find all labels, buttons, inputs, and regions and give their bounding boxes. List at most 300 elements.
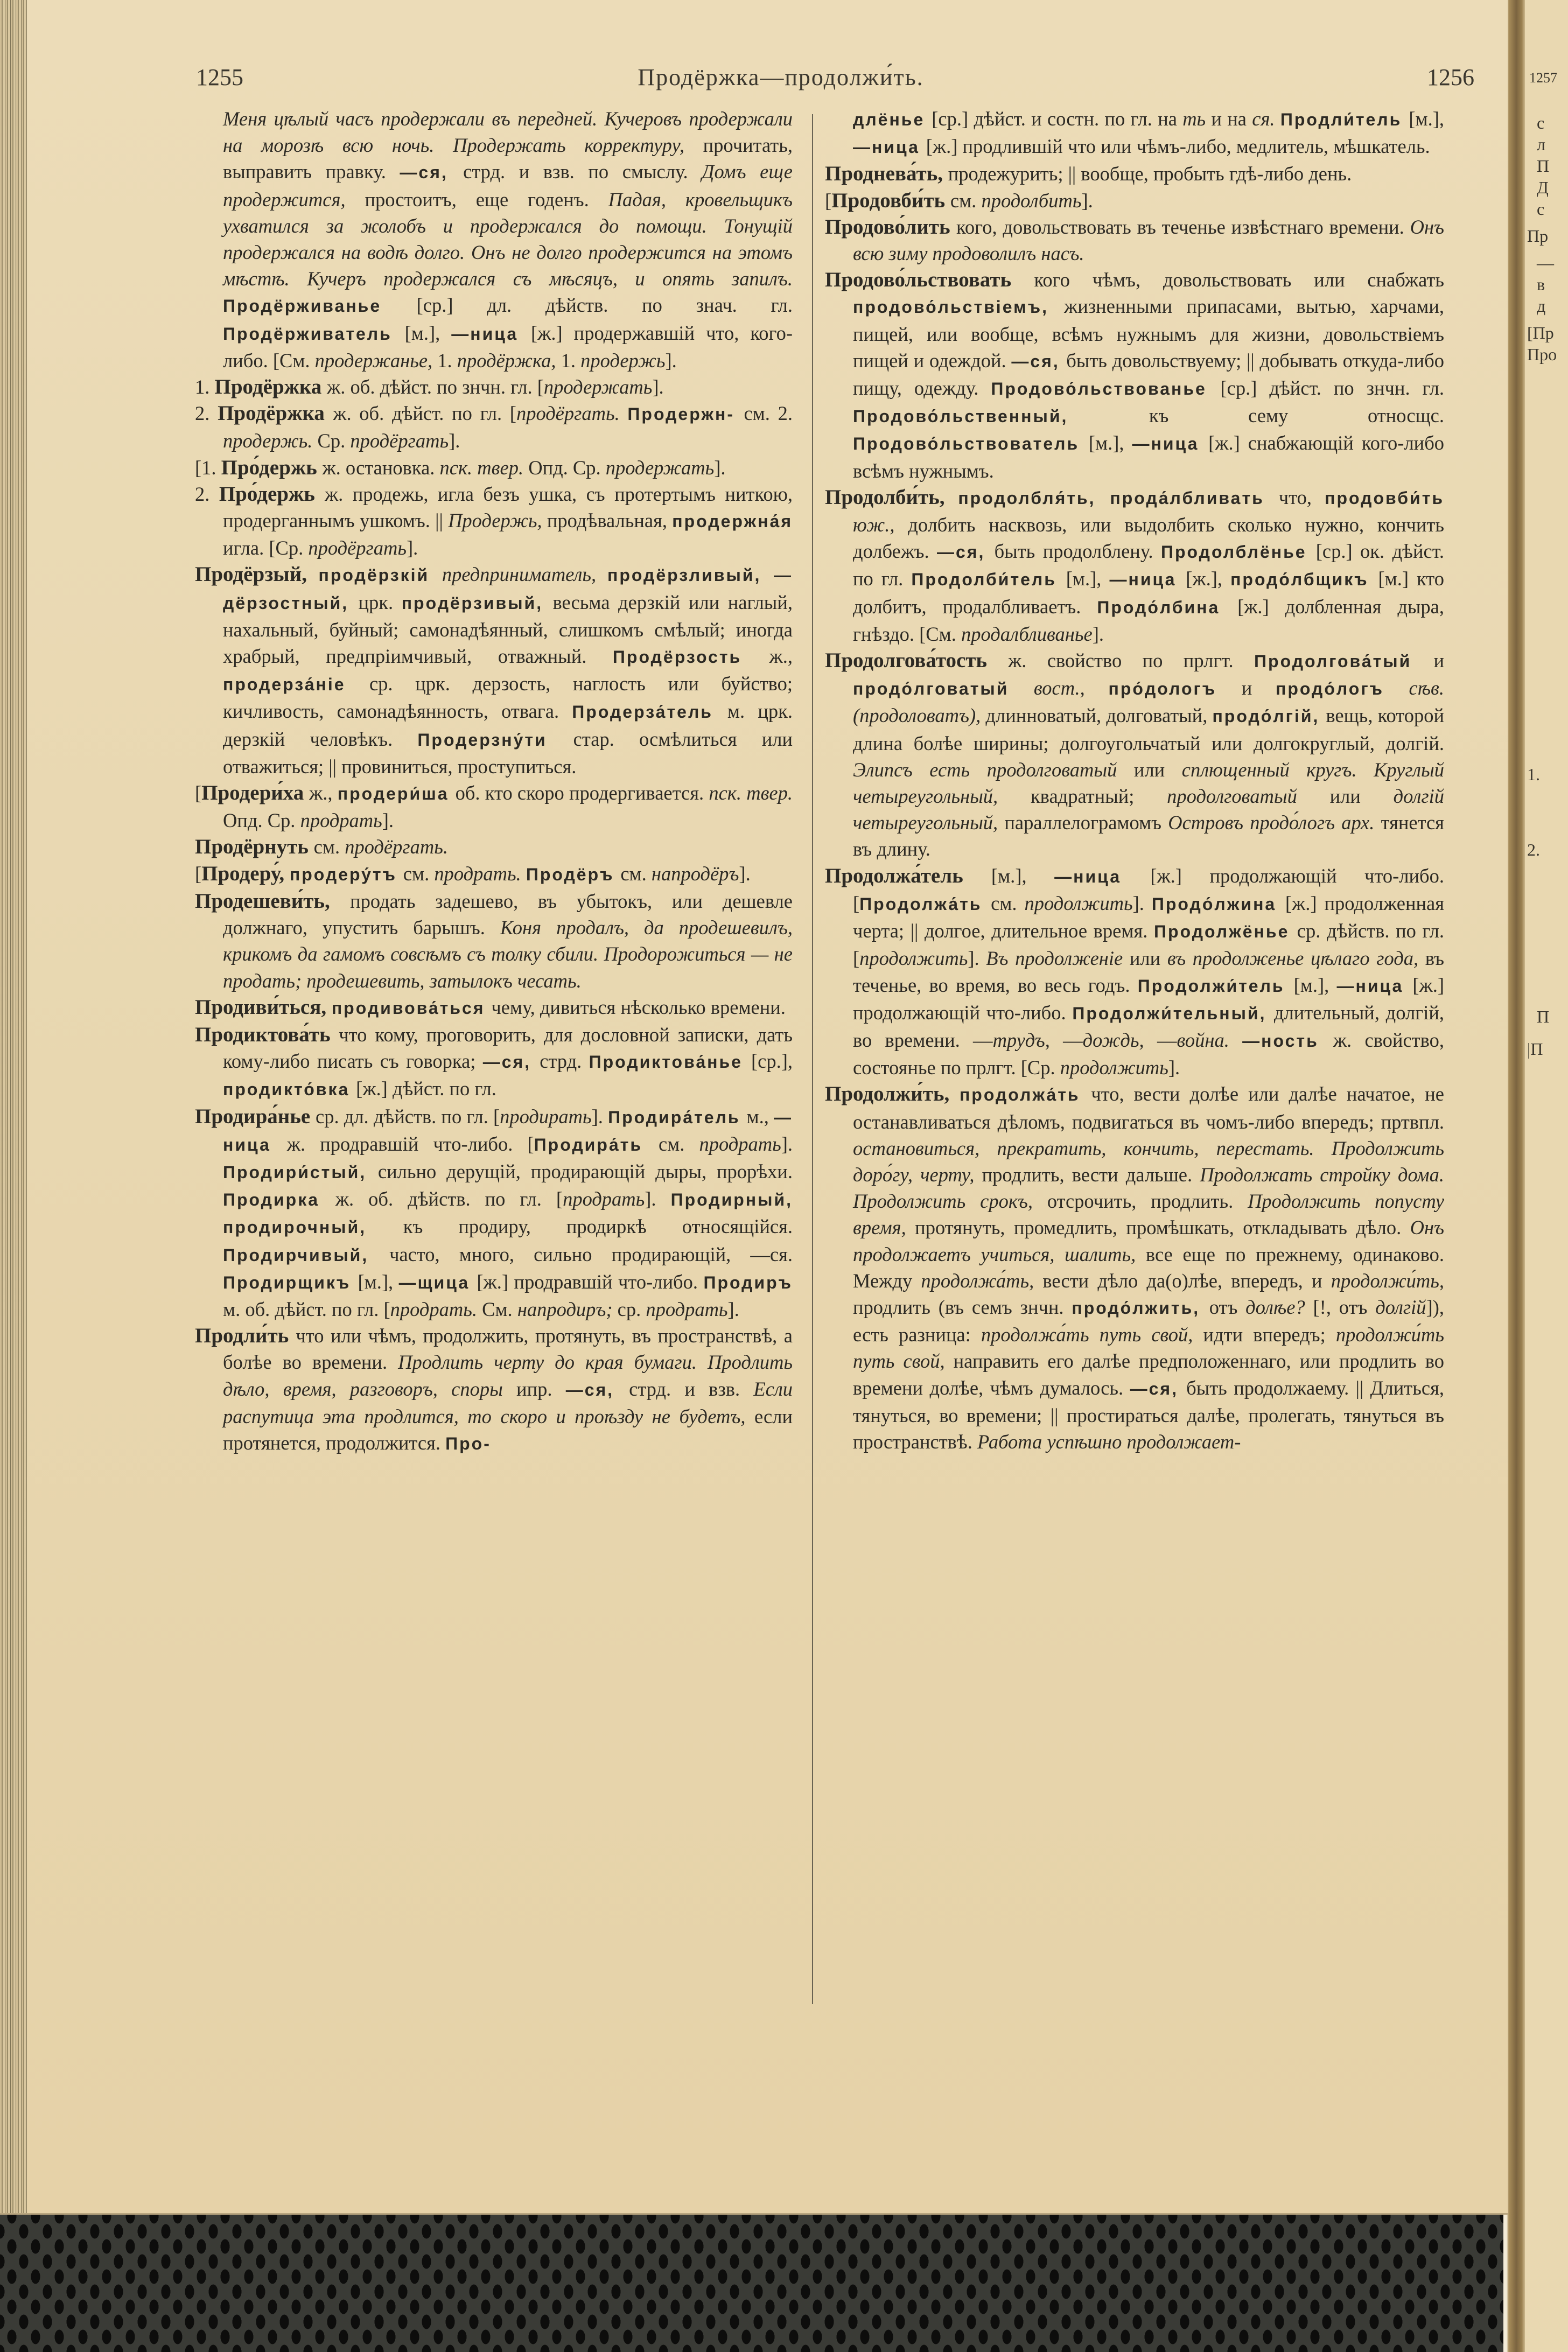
italic-text: сплющенный кругъ. Круглый четыреугольный, <box>853 758 1444 808</box>
definition-text: [ <box>825 189 832 212</box>
bold-form: —ся, <box>937 542 995 562</box>
bold-form: —ся, <box>482 1052 540 1072</box>
definition-text: ]. <box>727 1298 739 1320</box>
definition-text: квадратный; <box>1030 785 1167 808</box>
definition-text: кого чѣмъ, довольствовать или снабжать <box>1034 269 1444 291</box>
bold-form: Продирчивый, <box>223 1245 390 1265</box>
bold-form: продово́льствіемъ, <box>853 297 1064 317</box>
definition-text: къ продиру, продиркѣ относящійся. <box>403 1215 793 1238</box>
headword: Проднева́ть, <box>825 162 948 186</box>
definition-text: ]. <box>665 349 677 372</box>
definition-text: ]. <box>781 1132 793 1155</box>
bold-form: Продолблёнье <box>1161 542 1316 562</box>
bold-form: продёрзивый, <box>401 593 553 613</box>
definition-text: об. кто скоро продергивается. <box>455 782 709 804</box>
italic-text: продержь <box>580 349 666 372</box>
italic-text: юж., <box>853 514 908 536</box>
bold-form: Продолжи́тель <box>1137 976 1294 996</box>
definition-text: 2. <box>195 482 219 505</box>
bold-form: Продерзну́ти <box>417 730 573 750</box>
definition-text: ]. <box>449 430 460 452</box>
definition-text: и на <box>1211 108 1252 130</box>
bold-form: продо́лжить, <box>1072 1298 1209 1318</box>
definition-text: ]. <box>652 376 664 398</box>
headword: Продолби́ть, <box>825 485 958 509</box>
definition-text: [ж.] долбленная дыра, гнѣздо. [См. <box>853 595 1444 645</box>
definition-text: [м.], <box>991 864 1055 887</box>
definition-text: црк. <box>358 591 402 613</box>
italic-text: Продолжать стройку дома. Продолжить срокъ, <box>853 1163 1444 1213</box>
adjacent-page-fragment: 1. <box>1527 765 1540 784</box>
bold-form: —щица <box>398 1272 477 1292</box>
definition-text: что кому, проговорить, для дословной записки, дать кому-либо писать съ говорка; <box>223 1023 793 1073</box>
italic-text: Элипсъ есть продолговатый <box>853 758 1134 781</box>
definition-text: протянуть, промедлить, промѣшкать, откладывать дѣло. <box>915 1216 1410 1239</box>
definition-text: ж. продежь, игла безъ ушка, съ протертымъ ниткою, продерганнымъ ушкомъ. || <box>223 482 793 532</box>
italic-text: продрать <box>699 1132 781 1155</box>
definition-text: ]. <box>739 862 751 885</box>
italic-text: Падая, кровельщикъ ухватился за жолобъ и продержался до помощи. Тонущій продержался на водѣ долго. Онъ не долго продержится на этомъ мѣстѣ. Кучеръ продержался съ мѣсяцъ, и опять запилъ. <box>223 188 793 290</box>
dictionary-entry <box>825 267 1444 484</box>
definition-text: [ж.] продравшій что-либо. <box>477 1270 704 1293</box>
bold-form: —ница <box>1336 976 1413 996</box>
bold-form: продо́логъ <box>1276 679 1409 699</box>
bold-form: —ница <box>1109 570 1186 590</box>
definition-text: ]. <box>1081 189 1093 212</box>
definition-text: идти впередъ; <box>1203 1324 1336 1346</box>
dictionary-entry <box>825 214 1444 267</box>
definition-text: жизненными припасами, вытью, харчами, пищей, или вообще, всѣмъ нужнымъ для жизни, довольствіемъ пищей и одеждой. <box>853 295 1444 372</box>
definition-text: ]. <box>968 947 986 970</box>
italic-text: долгій четыреугольный, <box>853 785 1445 834</box>
italic-text: продолжить <box>1060 1056 1168 1079</box>
definition-text: 1. <box>437 349 457 372</box>
definition-text: стрд. <box>540 1050 589 1073</box>
definition-text: см. <box>950 189 982 212</box>
adjacent-page-fragment: с <box>1537 199 1545 219</box>
italic-text: ть <box>1182 108 1212 130</box>
bold-form: продолжа́ть <box>959 1085 1091 1105</box>
definition-text: см. <box>403 862 435 885</box>
definition-text: быть продолблену. <box>994 540 1161 563</box>
definition-text: или <box>1129 947 1167 970</box>
definition-text: [м.], <box>404 321 452 344</box>
definition-text: быть довольствуему; || добывать откуда-либо пищу, одежду. <box>853 349 1444 400</box>
definition-text: [м.] кто долбитъ, продалбливаетъ. <box>853 568 1445 618</box>
definition-text: ж., <box>309 782 338 804</box>
definition-text: ж. свойство по прлгт. <box>1008 649 1255 672</box>
bold-form: —ся, <box>400 163 464 183</box>
definition-text: [м.], <box>358 1270 399 1293</box>
definition-text: сильно дерущій, продирающій дыры, прорѣхи. <box>377 1160 793 1182</box>
bold-form: продери́ша <box>337 784 456 804</box>
definition-text: — <box>1063 1028 1083 1051</box>
definition-text: Ср. <box>317 430 351 452</box>
italic-text: продолжи́ть путь свой, <box>853 1324 1444 1373</box>
adjacent-page-strip <box>1525 0 1568 2352</box>
italic-text: вост., <box>1033 677 1109 699</box>
bold-form: Продири́стый, <box>223 1162 378 1182</box>
italic-text: продёргать <box>350 430 449 452</box>
definition-text: продлить, вести дальше. <box>982 1163 1200 1186</box>
italic-text: Работа успѣшно продолжает- <box>977 1430 1241 1453</box>
italic-text: продирать <box>500 1105 592 1128</box>
adjacent-page-fragment: 2. <box>1527 840 1540 859</box>
definition-text: стар. осмѣлиться или отважиться; || провиниться, проступиться. <box>223 727 793 778</box>
adjacent-page-fragment: [Пр <box>1527 323 1554 342</box>
bold-form: Продово́льствователь <box>853 434 1089 454</box>
headword: Продолжа́тель <box>825 864 991 887</box>
bold-form: Продира́ть <box>534 1135 659 1154</box>
page-edge-stack <box>0 0 27 2213</box>
headword: Продешеви́ть, <box>195 889 351 913</box>
bold-form: длёнье <box>853 110 932 129</box>
definition-text: игла. [Ср. <box>223 537 309 559</box>
dictionary-entry <box>195 834 793 860</box>
dictionary-entry <box>825 484 1444 647</box>
column-divider <box>812 114 813 2004</box>
definition-text: или <box>1133 758 1182 781</box>
bold-form: Про- <box>445 1433 491 1453</box>
bold-form: продёрзкій <box>318 565 442 585</box>
bold-form: —ся, <box>1011 351 1067 371</box>
definition-text: кого, довольствовать въ теченье извѣстнаго времени. <box>956 215 1410 238</box>
definition-text: быть продолжаему. || Длиться, тянуться, во времени; || простираться далѣе, пролегать, тянуться въ пространствѣ. <box>853 1376 1445 1453</box>
bold-form: продо́лговатый <box>853 679 1034 699</box>
definition-text: ]), есть разница: <box>853 1296 1444 1346</box>
italic-text: ся. <box>1252 108 1280 130</box>
definition-text: или <box>1329 785 1394 808</box>
definition-text: Опд. Ср. <box>223 809 300 832</box>
italic-text: продолжить <box>1024 892 1133 914</box>
headword: Продли́ть <box>195 1324 296 1348</box>
headword: Продолжи́ть, <box>825 1082 960 1106</box>
italic-text: продолговатый <box>1167 785 1330 808</box>
bold-form: —ница <box>451 324 531 344</box>
dictionary-entry <box>825 647 1444 863</box>
italic-text: продрать <box>646 1298 728 1320</box>
italic-text: война. <box>1177 1028 1243 1051</box>
bold-form: продеру́тъ <box>289 864 403 884</box>
definition-text: длинноватый, долговатый, <box>985 704 1213 727</box>
headword: Продовби́ть <box>831 188 950 212</box>
italic-text: продалбливанье <box>961 622 1093 645</box>
dictionary-entry <box>195 454 793 481</box>
left-column <box>195 106 793 1457</box>
bold-form: Продирка <box>223 1190 335 1210</box>
adjacent-page-fragment: д <box>1537 296 1546 316</box>
dictionary-entry <box>195 1103 793 1323</box>
bold-form: продёрзливый, —дёрзостный, <box>223 565 793 613</box>
dictionary-entry <box>825 187 1444 214</box>
bold-form: Продёръ <box>526 864 621 884</box>
definition-text: [ <box>195 782 202 804</box>
definition-text: направить его далѣе предположеннаго, или продлить во времени долѣе, чѣмъ думалось. <box>853 1350 1444 1399</box>
definition-text: ж., <box>769 645 793 668</box>
running-header <box>0 64 1508 96</box>
italic-text: продёргать <box>308 537 407 559</box>
running-title: Продёржка—продолжи́ть. <box>638 64 924 90</box>
entry-continuation <box>825 106 1444 160</box>
italic-text: Продолжить попусту время, <box>853 1190 1444 1239</box>
definition-text: вещь, которой длина болѣе ширины; долгоугольчатый или долгокруглый, долгій. <box>853 704 1444 754</box>
bold-form: продо́лгій, <box>1212 706 1326 726</box>
adjacent-page-fragment: П <box>1537 156 1550 176</box>
bold-form: Продёрживанье <box>223 296 417 316</box>
italic-text: Продлить черту до края бумаги. Продлить дѣло, время, разговоръ, споры <box>223 1351 793 1400</box>
definition-text: [!, отъ <box>1313 1296 1376 1318</box>
definition-text: см. <box>991 892 1025 914</box>
definition-text: [ср.], <box>751 1050 793 1073</box>
definition-text: ж. об. дѣйств. по гл. [ <box>335 1188 563 1210</box>
bold-form: Продёрзость <box>612 647 769 667</box>
headword: Продиктова́ть <box>195 1023 339 1046</box>
italic-text: трудъ, <box>992 1028 1063 1051</box>
headword: Продёрзый, <box>195 563 319 586</box>
definition-text: [ср.] дѣйст. и состн. по гл. на <box>932 108 1183 130</box>
dictionary-entry <box>825 1081 1444 1455</box>
italic-text: продрать. <box>434 862 526 885</box>
bold-form: Продолжа́ть <box>859 894 991 914</box>
italic-text: пск. твер. <box>439 456 529 479</box>
definition-text: длительный, долгій, во времени. — <box>853 1001 1444 1051</box>
italic-text: продержать <box>543 376 653 398</box>
bold-form: Продолжёнье <box>1154 922 1297 942</box>
bold-form: —ница <box>223 1107 793 1154</box>
italic-text: продержь. <box>223 430 318 452</box>
dictionary-entry <box>195 888 793 994</box>
bold-form: —ница <box>853 137 926 157</box>
definition-text: продѣвальная, <box>547 509 673 532</box>
italic-text: долгій <box>1375 1296 1426 1318</box>
italic-text: пск. твер. <box>709 782 793 804</box>
italic-text: продёргать. <box>345 836 448 858</box>
definition-text: [1. <box>195 456 221 479</box>
definition-text: что, <box>1278 486 1325 508</box>
bold-form: продикто́вка <box>223 1080 356 1100</box>
adjacent-page-fragment: Пр <box>1527 226 1549 246</box>
definition-text: [ж.] продлившій что или чѣмъ-либо, медлитель, мѣшкатель. <box>926 135 1430 158</box>
definition-text: [ср.] ок. дѣйст. по гл. <box>853 540 1445 590</box>
italic-text: Въ продолженіе <box>986 947 1130 970</box>
definition-text: [ж.] снабжающій кого-либо всѣмъ нужнымъ. <box>853 432 1445 482</box>
italic-text: продолбить <box>981 189 1082 212</box>
italic-text: продрать. <box>390 1298 482 1320</box>
bold-form: продивова́ться <box>331 998 492 1018</box>
dictionary-entry <box>195 561 793 780</box>
dictionary-entry <box>195 1021 793 1103</box>
bold-form: —ница <box>1132 434 1209 454</box>
adjacent-page-fragment: Д <box>1537 178 1549 197</box>
definition-text: [ж.] дѣйст. по гл. <box>356 1077 496 1100</box>
definition-text: 2. <box>195 402 218 425</box>
definition-text: все еще по прежнему, одинаково. Между <box>853 1243 1445 1292</box>
definition-text: [ж.] продолженная черта; || долгое, длительное время. <box>853 892 1444 942</box>
definition-text: продлить (въ семъ знчн. <box>853 1296 1072 1318</box>
adjacent-page-fragment: в <box>1537 275 1545 294</box>
headword: Про́держь <box>219 482 325 506</box>
definition-text: [ж.], <box>1186 568 1231 590</box>
italic-text: Коня продалъ, да продешевилъ, крикомъ да гамомъ совсѣмъ съ толку сбили. Продорожиться — не продать; продешевить, затылокъ чесать. <box>223 916 793 992</box>
dictionary-entry <box>195 860 793 888</box>
italic-text: Островъ продо́логъ арх. <box>1168 811 1381 834</box>
bold-form: Продо́лбина <box>1097 597 1238 617</box>
definition-text: [ж.] продолжающій что-либо. [ <box>853 864 1444 914</box>
right-column <box>825 106 1444 1455</box>
bold-form: Продолби́тель <box>911 570 1066 590</box>
headword: Продеру́, <box>201 862 290 885</box>
bold-form: Продово́льствованье <box>991 379 1221 399</box>
definition-text: ж. свойство, состоянье по прлгт. [Ср. <box>853 1028 1444 1079</box>
adjacent-page-number: 1257 <box>1529 70 1557 86</box>
definition-text: ]. <box>382 809 394 832</box>
italic-text: Онъ продолжаетъ учиться, шалить, <box>853 1216 1445 1265</box>
definition-text: см. <box>620 862 652 885</box>
italic-text: продёржка, <box>457 349 561 372</box>
definition-text: [ср.] дл. дѣйств. по знач. гл. <box>416 294 793 317</box>
definition-text: ж. продравшій что-либо. [ <box>286 1132 534 1155</box>
definition-text: ]. <box>714 456 726 479</box>
bold-form: Продёрживатель <box>223 324 405 344</box>
italic-text: продержать <box>605 456 715 479</box>
headword: Продово́льствовать <box>825 268 1034 292</box>
adjacent-page-fragment: Про <box>1527 345 1557 364</box>
definition-text: простоитъ, еще годенъ. <box>365 188 608 211</box>
definition-text: стрд. и взв. <box>629 1377 754 1400</box>
definition-text: см. <box>313 836 345 858</box>
bold-form: продо́лбщикъ <box>1230 570 1378 590</box>
dictionary-entry <box>825 863 1444 1081</box>
definition-text: вести дѣло да(о)лѣе, впередъ, и <box>1042 1269 1331 1292</box>
definition-text: ср. црк. дерзость, наглость или буйство; кичливость, самонадѣянность, отвага. <box>223 673 793 723</box>
dictionary-entry <box>195 481 793 562</box>
definition-text: м. об. дѣйст. по гл. [ <box>223 1298 390 1320</box>
italic-text: продрать <box>563 1188 645 1210</box>
definition-text: и <box>1241 677 1276 699</box>
italic-text: Продержь, <box>448 509 547 532</box>
italic-text: сѣв. (продоловатъ), <box>853 677 1445 727</box>
bold-form: —ся, <box>565 1380 629 1399</box>
definition-text: отсрочить, продлить. <box>1047 1190 1248 1213</box>
italic-text: Меня цѣлый часъ продержали въ передней. Кучеровъ продержали на морозѣ всю ночь. Продержать корректуру, <box>223 108 793 157</box>
definition-text: если протянется, продолжится. <box>223 1405 793 1454</box>
definition-text: [м.], <box>1066 568 1110 590</box>
definition-text: чему, дивиться нѣсколько времени. <box>491 996 786 1018</box>
definition-text: [ <box>195 862 202 885</box>
bold-form: —ница <box>1054 866 1151 886</box>
bold-form: продолбля́ть, прода́лбливать <box>958 488 1279 508</box>
definition-text: ср. дл. дѣйств. по гл. [ <box>316 1105 500 1128</box>
definition-text: См. <box>482 1298 517 1320</box>
definition-text: тянется въ длину. <box>853 811 1444 860</box>
italic-text: продержанье, <box>314 349 438 372</box>
definition-text: [ж.] продержавшій что, кого-либо. [См. <box>223 321 793 372</box>
definition-text: ж. об. дѣйст. по гл. [ <box>333 402 516 425</box>
italic-text: долѣе? <box>1245 1296 1313 1318</box>
definition-text: 1. <box>195 376 215 398</box>
definition-text: — <box>1157 1028 1177 1051</box>
bold-form: Продо́лжина <box>1151 894 1285 914</box>
headword: Продиви́ться, <box>195 995 332 1019</box>
italic-text: предприниматель, <box>442 563 608 586</box>
definition-text: ср. <box>617 1298 646 1320</box>
definition-text: [м.], <box>1088 432 1132 454</box>
definition-text: ипр. <box>516 1377 566 1400</box>
page-number-left: 1255 <box>196 64 243 90</box>
bold-form: продовби́ть <box>1325 488 1445 508</box>
definition-text: Опд. Ср. <box>528 456 606 479</box>
page-number-right: 1256 <box>1427 64 1474 90</box>
definition-text: ср. дѣйств. по гл. [ <box>853 920 1444 970</box>
bold-form: Продли́тель <box>1280 110 1409 129</box>
adjacent-page-fragment: л <box>1537 135 1545 154</box>
dictionary-entry <box>825 160 1444 187</box>
dictionary-entry <box>195 374 793 400</box>
adjacent-page-fragment: — <box>1537 253 1554 272</box>
definition-text: долбить насквозь, или выдолбить сколько нужно, кончить долбежъ. <box>853 514 1444 563</box>
definition-text: стрд. и взв. по смыслу. <box>463 160 702 183</box>
adjacent-page-fragment: П <box>1537 1007 1550 1026</box>
definition-text: и <box>1433 649 1444 672</box>
italic-text: напродиръ; <box>517 1298 618 1320</box>
dictionary-entry <box>195 994 793 1021</box>
headword: Продёрнуть <box>195 835 314 859</box>
headword: Продери́ха <box>201 781 310 805</box>
bold-form: —ность <box>1242 1031 1333 1051</box>
italic-text: въ продолженье цѣлаго года, <box>1167 947 1425 970</box>
definition-text: продать задешево, въ убытокъ, или дешевле должнаго, упустить барышъ. <box>223 890 793 939</box>
italic-text: продолжа́ть, <box>921 1269 1043 1292</box>
definition-text: ]. <box>1092 622 1104 645</box>
bold-form: продержна́я <box>672 512 793 531</box>
definition-text: ж. об. дѣйст. по знчн. гл. [ <box>327 376 544 398</box>
italic-text: продрать <box>300 809 382 832</box>
definition-text: [м.], <box>1409 108 1445 130</box>
bold-form: Продерза́тель <box>572 702 727 722</box>
definition-text: ж. остановка. <box>322 456 440 479</box>
definition-text: продежурить; || вообще, пробыть гдѣ-либо день. <box>948 163 1352 185</box>
definition-text: что или чѣмъ, продолжить, протянуть, въ пространствѣ, а болѣе во времени. <box>223 1325 793 1374</box>
entry-continuation <box>195 106 793 374</box>
bold-form: продерза́ніе <box>223 675 369 695</box>
bold-form: Продирный, продирочный, <box>223 1190 793 1237</box>
headword: Продово́лить <box>825 215 957 239</box>
definition-text: весьма дерзкій или наглый, нахальный, буйный; самонадѣянный, слишкомъ смѣлый; иногда храбрый, предпріимчивый, отважный. <box>223 591 793 668</box>
bold-form: Продержн- <box>627 404 744 424</box>
bold-form: —ся, <box>1130 1378 1187 1398</box>
bold-form: Продолгова́тый <box>1254 652 1434 671</box>
bold-form: про́дологъ <box>1108 679 1242 699</box>
adjacent-page-fragment: |П <box>1527 1039 1543 1059</box>
definition-text: [ж.] продолжающій что-либо. <box>853 974 1444 1024</box>
definition-text: ]. <box>591 1105 608 1128</box>
italic-text: Если распутица эта продлится, то скоро и проѣзду не будетъ, <box>223 1377 793 1427</box>
definition-text: [ср.] дѣйст. по знчн. гл. <box>1220 377 1445 400</box>
headword: Про́держь <box>221 456 323 479</box>
definition-text: м. црк. дерзкій человѣкъ. <box>223 700 793 750</box>
definition-text: [м.], <box>1293 974 1337 996</box>
definition-text: что, вести долѣе или далѣе начатое, не останавливаться дѣломъ, подвигаться въ чомъ-либо впередъ; пртвпл. <box>853 1083 1444 1133</box>
italic-text: продолжа́ть путь свой, <box>981 1324 1203 1346</box>
definition-text: см. <box>658 1132 699 1155</box>
definition-text: отъ <box>1209 1296 1246 1318</box>
definition-text: ]. <box>645 1188 671 1210</box>
dictionary-entry <box>195 1322 793 1457</box>
definition-text: прочитать, выправить правку. <box>223 134 793 183</box>
italic-text: продолжи́ть, <box>1331 1269 1445 1292</box>
definition-text: ]. <box>406 537 418 559</box>
definition-text: часто, много, сильно продирающій, —ся. <box>389 1243 793 1265</box>
